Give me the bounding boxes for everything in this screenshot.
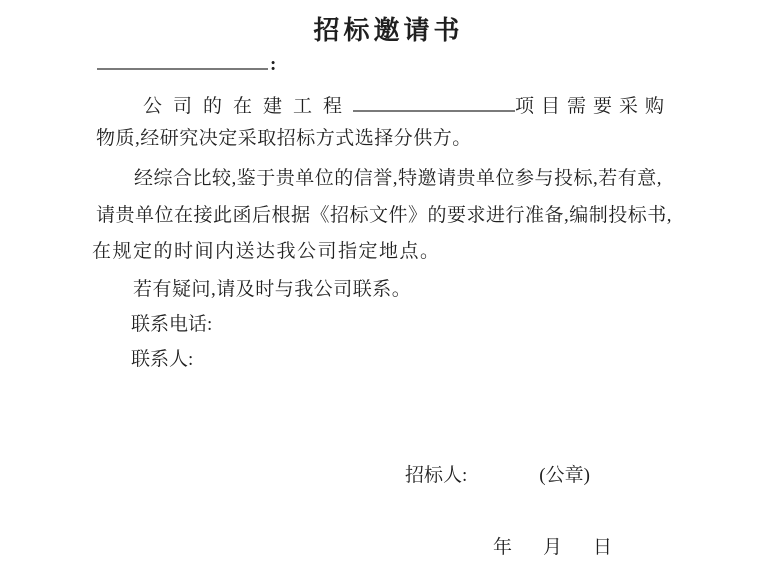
paragraph1-line1 [143, 93, 671, 118]
date-year-label: 年 [493, 537, 513, 558]
tenderer-label: 招标人: [405, 465, 468, 486]
contact-phone-label: 联系电话: [131, 314, 213, 335]
date-day-label: 日 [593, 537, 613, 558]
addressee-blank-line [97, 51, 268, 70]
date-month-label: 月 [543, 537, 563, 558]
contact-person-label: 联系人: [131, 349, 194, 370]
paragraph1-line2: 物质,经研究决定采取招标方式选择分供方。 [96, 128, 472, 149]
date-line [493, 536, 612, 559]
paragraph2-line3: 在规定的时间内送达我公司指定地点。 [92, 241, 441, 262]
official-seal-label: (公章) [539, 465, 590, 486]
signature-line [405, 464, 590, 487]
paragraph2-line1: 经综合比较,鉴于贵单位的信誉,特邀请贵单位参与投标,若有意, [134, 168, 663, 189]
paragraph3-line: 若有疑问,请及时与我公司联系。 [133, 279, 412, 300]
document-title: 招标邀请书 [313, 16, 464, 45]
paragraph2-line2: 请贵单位在接此函后根据《招标文件》的要求进行准备,编制投标书, [96, 205, 673, 226]
paragraph1-text-before-blank: 公司的在建工程 [143, 96, 354, 117]
addressee-colon: : [270, 54, 277, 75]
addressee-line [97, 51, 276, 76]
paragraph1-text-after-blank: 项目需要采购 [515, 96, 672, 117]
project-name-blank-line [353, 93, 515, 112]
